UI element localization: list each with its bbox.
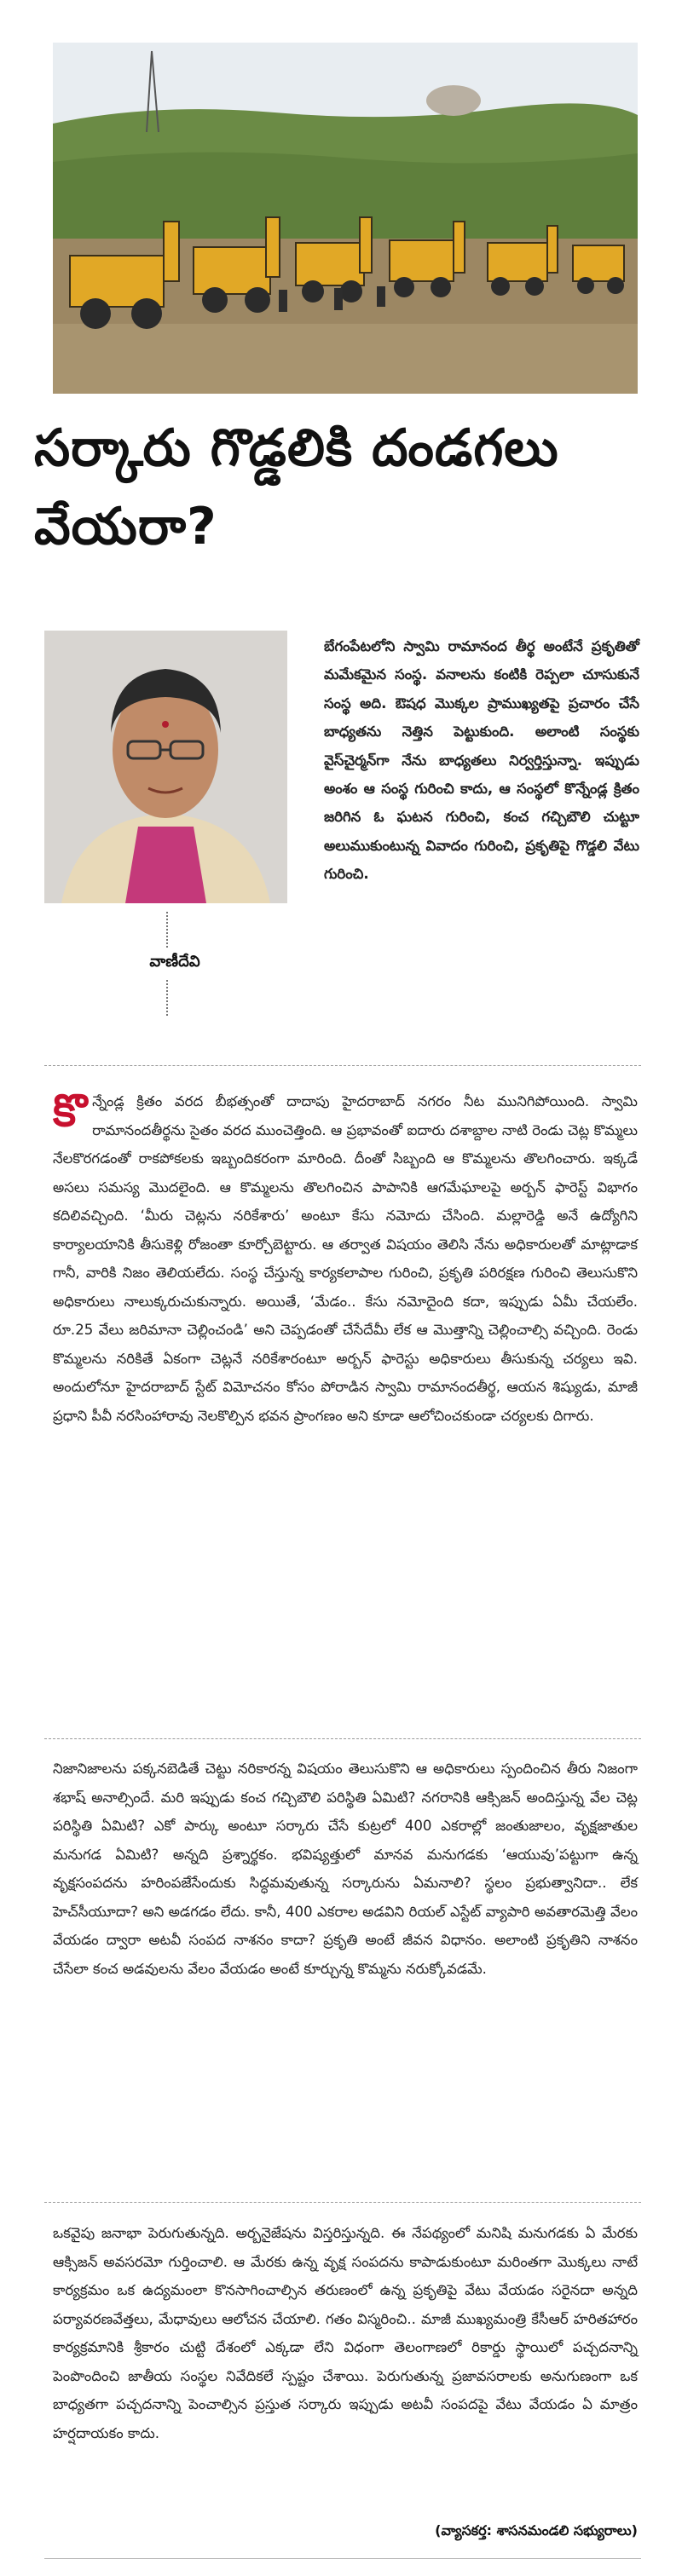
paragraph-1-text: న్నేండ్ల క్రితం వరద బీభత్సంతో దాదాపు హైదరాబాద్‌ నగరం నీట మునిగిపోయింది. స్వామి రామానందతీర్థను సైతం వరద ముంచెత్తింది. ఆ ప్రభావంతో ఐదారు దశాబ్దాల నాటి రెండు చెట్ల కొమ్మలు నేలకొరగడంతో రాకపోకలకు ఇబ్బందికరంగా మారింది. దీంతో సిబ్బంది ఆ కొమ్మలను తొలగించారు. ఇక్కడే అసలు సమస్య మొదలైంది. ఆ కొమ్మలను తొలగించిన పాపానికి ఆగమేఘాలపై అర్బన్‌ ఫారెస్ట్‌ విభాగం కదిలివచ్చింది. ‘మీరు చెట్లను నరికేశారు’ అంటూ కేసు నమోదు చేసింది. మల్లారెడ్డి అనే ఉద్యోగిని కార్యాలయానికి తీసుకెళ్లి రోజంతా కూర్చోబెట్టారు. ఆ తర్వాత విషయం తెలిసి నేను అధికారులతో మాట్లాడాక గానీ, వారికి నిజం తెలియలేదు. సంస్థ చేస్తున్న కార్యకలాపాల గురించి, ప్రకృతి పరిరక్షణ గురించి తెలుసుకొని అధికారులు నాలుక్కరుచుకున్నారు. అయితే, ‘మేడం.. కేసు నమోదైంది కదా, ఇప్పుడు ఏమీ చేయలేం. రూ.25 వేలు జరిమానా చెల్లించండి’ అని చెప్పడంతో చేసేదేమీ లేక ఆ మొత్తాన్ని చెల్లించాల్సి వచ్చింది. రెండు కొమ్మలను నరికితే ఏకంగా చెట్లనే నరికేశారంటూ అర్బన్‌ ఫారెస్టు అధికారులు తీసుకున్న చర్యలు ఇవి. అందులోనూ హైదరాబాద్‌ స్టేట్‌ విమోచనం కోసం పోరాడిన స్వామి రామానందతీర్థ, ఆయన శిష్యుడు, మాజీ ప్రధాని పీవీ నరసింహారావు నెలకొల్పిన భవన ప్రాంగణం అని కూడా ఆలోచించకుండా చర్యలకు దిగారు. [53, 1093, 638, 1424]
intro-paragraph: బేగంపేటలోని స్వామి రామానంద తీర్థ అంటేనే ప్రకృతితో మమేకమైన సంస్థ. వనాలను కంటికి రెప్పలా చూసుకునే సంస్థ అది. ఔషధ మొక్కల ప్రాముఖ్యతపై ప్రచారం చేసే బాధ్యతను నెత్తిన పెట్టుకుంది. అలాంటి సంస్థకు వైస్‌చైర్మన్‌గా నేను బాధ్యతలు నిర్వర్తిస్తున్నా. ఇప్పుడు అంశం ఆ సంస్థ గురించి కాదు, ఆ సంస్థలో కొన్నేండ్ల క్రితం జరిగిన ఓ ఘటన గురించి, కంచ గచ్చిబౌలి చుట్టూ అలుముకుంటున్న వివాదం గురించి, ప్రకృతిపై గొడ్డలి వేటు గురించి. [324, 638, 639, 883]
author-name: వాణీదేవి [149, 953, 200, 971]
excavators-illustration [53, 43, 638, 394]
section-divider [44, 1738, 641, 1739]
author-photo [44, 631, 287, 903]
author-divider-bottom [166, 980, 170, 1016]
section-divider [44, 1065, 641, 1066]
author-divider-top [166, 912, 170, 948]
author-credit: (వ్యాసకర్త: శాసనమండలి సభ్యురాలు) [435, 2522, 638, 2539]
excavators-photo [53, 43, 638, 394]
article-paragraph-1 [53, 1087, 638, 1430]
headline: సర్కారు గొడ్డలికి దండగలు వేయరా? [34, 418, 559, 556]
bottom-divider [44, 2558, 641, 2559]
article-paragraph-2: నిజానిజాలను పక్కనబెడితే చెట్టు నరికారన్న విషయం తెలుసుకొని ఆ అధికారులు స్పందించిన తీరు నిజంగా శభాష్‌ అనాల్సిందే. మరి ఇప్పుడు కంచ గచ్చిబౌలి పరిస్థితి ఏమిటి? నగరానికి ఆక్సిజన్‌ అందిస్తున్న వేల చెట్ల పరిస్థితి ఏమిటి? ఎకో పార్కు అంటూ సర్కారు చేసే కుట్రలో 400 ఎకరాల్లో జంతుజాలం, వృక్షజాతుల మనుగడ ఏమిటి? అన్నది ప్రశ్నార్థకం. భవిష్యత్తులో మానవ మనుగడకు ‘ఆయువు’పట్టుగా ఉన్న వృక్షసంపదను హరింపజేసేందుకు సిద్ధమవుతున్న సర్కారును ఏమనాలి? స్థలం ప్రభుత్వానిదా.. లేక హెచ్‌సీయూదా? అని అడగడం లేదు. కానీ, 400 ఎకరాల అడవిని రియల్‌ ఎస్టేట్‌ వ్యాపారి అవతారమెత్తి వేలం వేయడం ద్వారా అటవీ సంపద నాశనం కాదా? ప్రకృతి అంటే జీవన విధానం. అలాంటి ప్రకృతిని నాశనం చేసేలా కంచ అడవులను వేలం వేయడం అంటే కూర్చున్న కొమ్మను నరుక్కోవడమే. [53, 1761, 638, 1977]
drop-cap: కొ [53, 1086, 88, 1137]
author-portrait-illustration [44, 631, 287, 903]
section-divider [44, 2202, 641, 2203]
article-paragraph-3: ఒకవైపు జనాభా పెరుగుతున్నది. అర్బనైజేషను విస్తరిస్తున్నది. ఈ నేపథ్యంలో మనిషి మనుగడకు ఏ మేరకు ఆక్సిజన్‌ అవసరమో గుర్తించాలి. ఆ మేరకు ఉన్న వృక్ష సంపదను కాపాడుకుంటూ మరింతగా మొక్కలు నాటే కార్యక్రమం ఒక ఉద్యమంలా కొనసాగించాల్సిన తరుణంలో ఉన్న ప్రకృతిపై వేటు వేయడం సరైనదా అన్నది పర్యావరణవేత్తలు, మేధావులు ఆలోచన చేయాలి. గతం విస్మరించి.. మాజీ ముఖ్యమంత్రి కేసీఆర్‌ హరితహారం కార్యక్రమానికి శ్రీకారం చుట్టి దేశంలో ఎక్కడా లేని విధంగా తెలంగాణలో రికార్డు స్థాయిలో పచ్చదనాన్ని పెంపొందించి జాతీయ సంస్థల నివేదికలే స్పష్టం చేశాయి. పెరుగుతున్న ప్రజావసరాలకు అనుగుణంగా ఒక బాధ్యతగా పచ్చదనాన్ని పెంచాల్సిన ప్రస్తుత సర్కారు ఇప్పుడు అటవీ సంపదపై వేటు వేయడం ఏ మాత్రం హర్షదాయకం కాదు. [53, 2225, 638, 2441]
